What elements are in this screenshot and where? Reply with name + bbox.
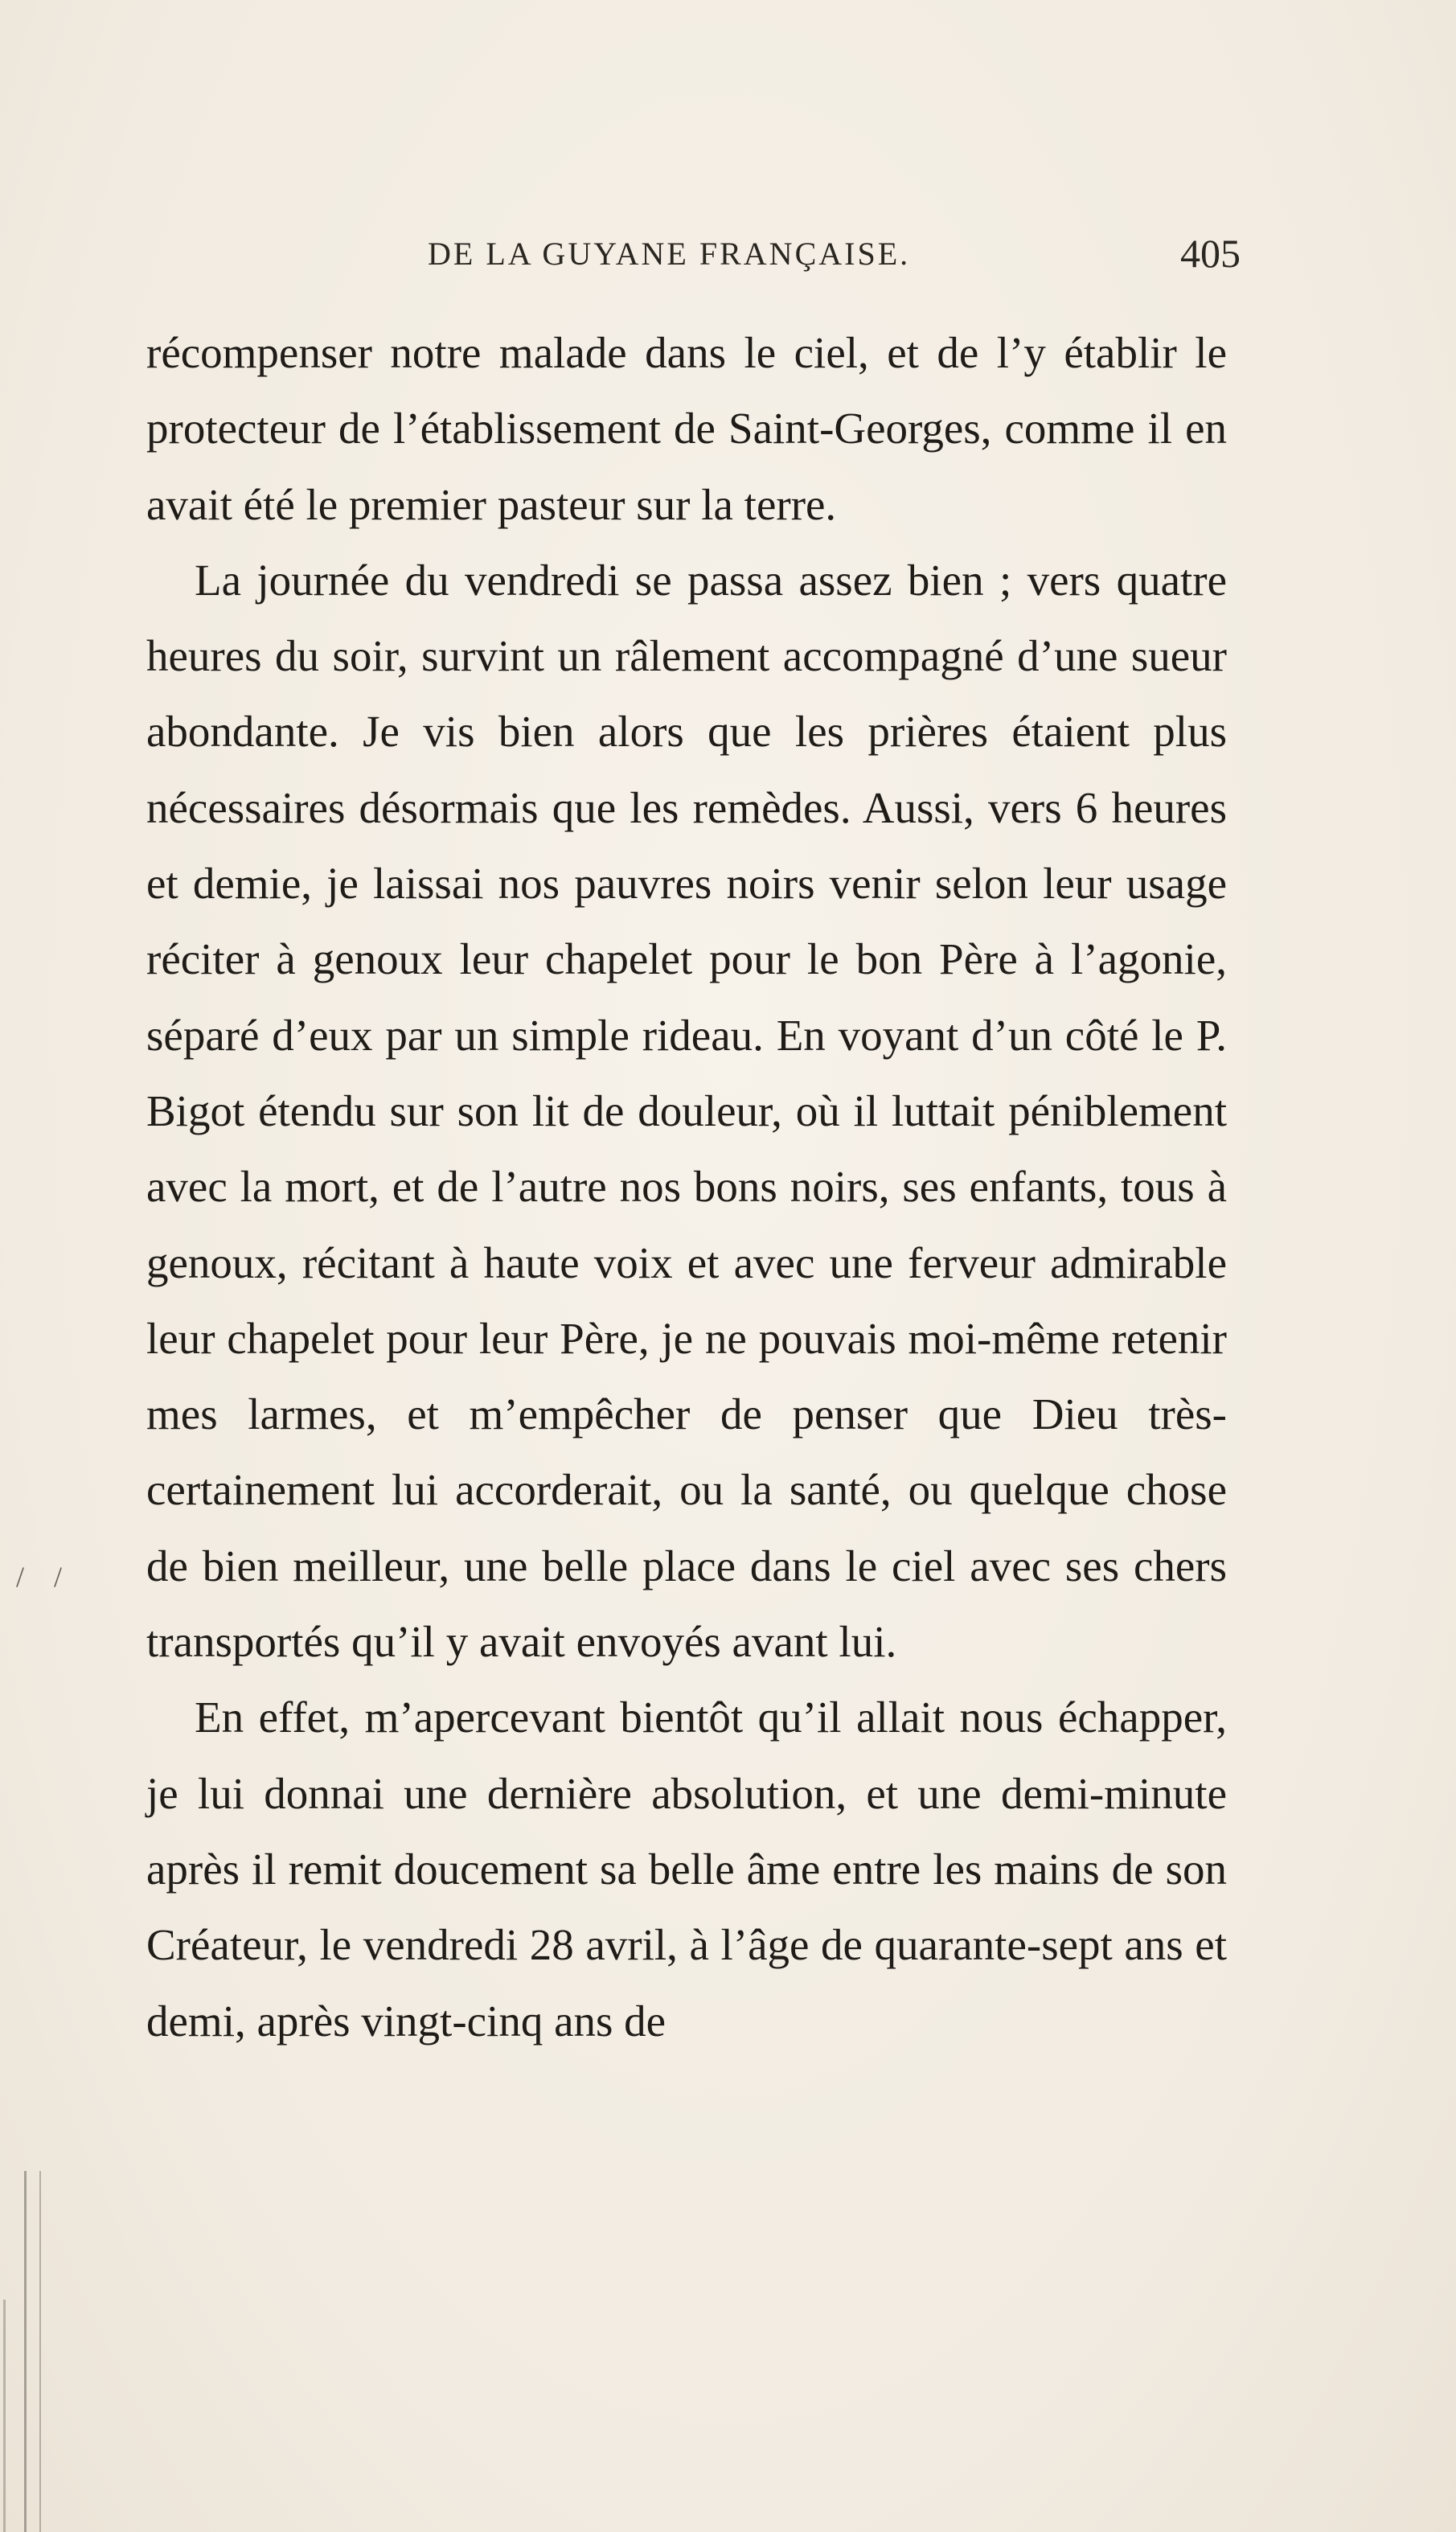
margin-pencil-marks: / / [16,1561,74,1593]
paragraph-death: En effet, m’apercevant bientôt qu’il allait nous échapper, je lui donnai une dernière absolution, et une demi-minute après il remit doucement sa belle âme entre les mains de son Créateur, le vendredi 28 avril, à l’âge de quarante-sept ans et demi, après vingt-cinq ans de [146,1693,1227,2046]
body-text [146,315,1227,2059]
binding-edge-shadow [24,2171,41,2532]
paragraph-agony: La journée du vendredi se passa assez bien ; vers quatre heures du soir, survint un râlement accompagné d’une sueur abondante. Je vis bien alors que les prières étaient plus nécessaires désormais que les remèdes. Aussi, vers 6 heures et demie, je laissai nos pauvres noirs venir selon leur usage réciter à genoux leur chapelet pour le bon Père à l’agonie, séparé d’eux par un simple rideau. En voyant d’un côté le P. Bigot étendu sur son lit de douleur, où il luttait péniblement avec la mort, et de l’autre nos bons noirs, ses enfants, tous à genoux, récitant à haute voix et avec une ferveur admirable leur chapelet pour leur Père, je ne pouvais moi-même retenir mes larmes, et m’empêcher de penser que Dieu très-certainement lui accorderait, ou la santé, ou quelque chose de bien meilleur, une belle place dans le ciel avec ses chers transportés qu’il y avait envoyés avant lui. [146,555,1227,1667]
page-number: 405 [1180,231,1241,276]
paragraph-continuation: récompenser notre malade dans le ciel, et de l’y établir le protecteur de l’établissement de Saint-Georges, comme il en avait été le premier pasteur sur la terre. [146,328,1227,529]
running-title: DE LA GUYANE FRANÇAISE. [428,236,911,272]
binding-edge-shadow-outer [3,2300,10,2532]
running-head [141,231,1241,283]
